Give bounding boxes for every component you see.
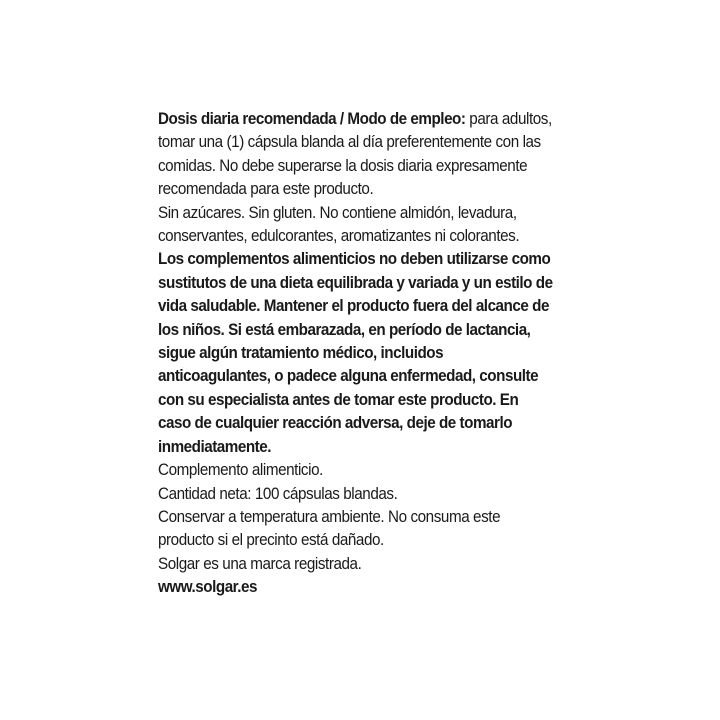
product-label-text	[158, 108, 553, 600]
dosage-paragraph	[158, 108, 553, 202]
dosage-heading: Dosis diaria recomendada / Modo de empleo:	[158, 110, 466, 128]
website-link: www.solgar.es	[158, 578, 258, 597]
trademark-paragraph: Solgar es una marca registrada.	[158, 554, 362, 573]
storage-paragraph: Conservar a temperatura ambiente. No consuma este producto si el precinto está dañado.	[158, 507, 501, 550]
dosage-body: para adultos, tomar una (1) cápsula blanda al día preferentemente con las comidas. No debe superarse la dosis diaria expresamente recomendada para este producto.	[158, 110, 552, 199]
free-from-paragraph: Sin azúcares. Sin gluten. No contiene almidón, levadura, conservantes, edulcorantes, aromatizantes ni colorantes.	[158, 203, 520, 246]
net-quantity-paragraph: Cantidad neta: 100 cápsulas blandas.	[158, 484, 398, 503]
warning-paragraph: Los complementos alimenticios no deben utilizarse como sustitutos de una dieta equilibrada y variada y un estilo de vida saludable. Mantener el producto fuera del alcance de los niños. Si está embarazada, en período de lactancia, sigue algún tratamiento médico, incluidos anticoagulantes, o padece alguna enfermedad, consulte con su especialista antes de tomar este producto. En caso de cualquier reacción adversa, deje de tomarlo inmediatamente.	[158, 250, 553, 456]
category-paragraph: Complemento alimenticio.	[158, 461, 323, 480]
